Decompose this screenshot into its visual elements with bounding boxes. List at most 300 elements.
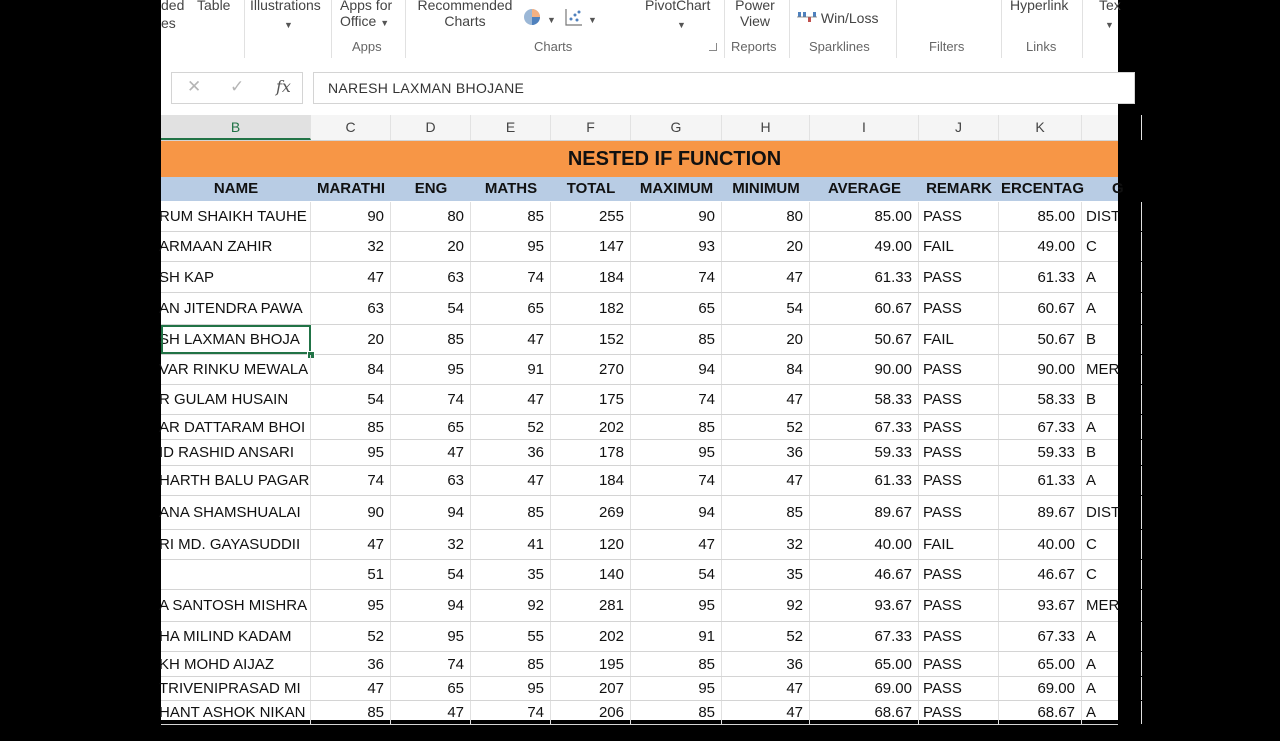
table-cell[interactable]: [311, 202, 391, 231]
table-cell[interactable]: [919, 232, 999, 261]
table-cell[interactable]: [919, 560, 999, 589]
table-cell[interactable]: [471, 560, 551, 589]
table-cell[interactable]: [311, 440, 391, 465]
name-cell[interactable]: [161, 677, 311, 700]
cell-value: PASS: [923, 268, 962, 286]
cell-value: 52: [786, 628, 803, 645]
pie-chart-icon[interactable]: [523, 7, 543, 32]
table-cell[interactable]: [391, 415, 471, 439]
table-cell[interactable]: [551, 262, 631, 292]
table-cell[interactable]: [391, 385, 471, 414]
dialog-launcher-icon[interactable]: [709, 43, 717, 51]
table-cell[interactable]: [1082, 530, 1142, 559]
table-cell[interactable]: [1082, 202, 1142, 231]
sparklines-group-label: Sparklines: [809, 39, 870, 54]
cell-value: 95: [527, 680, 544, 697]
cell-value: 91: [527, 361, 544, 378]
table-cell[interactable]: [551, 355, 631, 384]
table-cell[interactable]: [551, 496, 631, 529]
table-cell[interactable]: [999, 262, 1082, 292]
table-cell[interactable]: [919, 496, 999, 529]
name-cell[interactable]: [161, 622, 311, 651]
table-cell[interactable]: [1082, 325, 1142, 354]
table-cell[interactable]: [722, 466, 810, 495]
table-cell[interactable]: [471, 590, 551, 621]
table-cell[interactable]: [631, 293, 722, 324]
chevron-down-icon: ▼: [1105, 20, 1114, 30]
column-header-b[interactable]: B: [161, 115, 311, 140]
table-cell[interactable]: [999, 496, 1082, 529]
cell-value: 85.00: [874, 208, 912, 225]
view-label: View: [739, 13, 771, 29]
column-header-h[interactable]: H: [722, 115, 810, 140]
table-cell[interactable]: [391, 590, 471, 621]
table-cell[interactable]: [999, 590, 1082, 621]
cell-value: FAIL: [923, 536, 954, 553]
table-cell[interactable]: [551, 652, 631, 676]
table-cell[interactable]: [919, 466, 999, 495]
header-cell-marathi[interactable]: MARATHI: [316, 180, 386, 197]
table-cell[interactable]: [551, 701, 631, 724]
table-cell[interactable]: [311, 677, 391, 700]
table-cell[interactable]: [471, 293, 551, 324]
table-cell[interactable]: [471, 677, 551, 700]
table-cell[interactable]: [722, 385, 810, 414]
table-cell[interactable]: [311, 415, 391, 439]
table-cell[interactable]: [391, 262, 471, 292]
table-cell[interactable]: [722, 590, 810, 621]
name-cell[interactable]: [161, 590, 311, 621]
table-cell[interactable]: [631, 496, 722, 529]
table-cell[interactable]: [919, 385, 999, 414]
table-cell[interactable]: [631, 590, 722, 621]
table-cell[interactable]: [631, 262, 722, 292]
table-cell[interactable]: [471, 232, 551, 261]
column-header-g[interactable]: G: [631, 115, 722, 140]
table-cell[interactable]: [810, 560, 919, 589]
power-view-button[interactable]: [733, 0, 777, 30]
table-cell[interactable]: [391, 232, 471, 261]
table-cell[interactable]: [631, 385, 722, 414]
table-cell[interactable]: [311, 232, 391, 261]
table-cell[interactable]: [810, 262, 919, 292]
name-cell[interactable]: [161, 385, 311, 414]
table-cell[interactable]: [722, 496, 810, 529]
column-header-d[interactable]: D: [391, 115, 471, 140]
table-cell[interactable]: [631, 415, 722, 439]
table-cell[interactable]: [551, 232, 631, 261]
table-cell[interactable]: [919, 325, 999, 354]
table-cell[interactable]: [391, 530, 471, 559]
cell-value: 74: [447, 391, 464, 408]
table-row: [159, 202, 1121, 232]
table-cell[interactable]: [631, 325, 722, 354]
column-header-i[interactable]: I: [810, 115, 919, 140]
cancel-icon[interactable]: ✕: [187, 77, 202, 96]
table-cell[interactable]: [471, 530, 551, 559]
enter-icon[interactable]: ✓: [230, 77, 245, 96]
table-cell[interactable]: [311, 355, 391, 384]
header-cell-maximum[interactable]: MAXIMUM: [639, 180, 714, 197]
table-cell[interactable]: [631, 652, 722, 676]
table-cell[interactable]: [551, 415, 631, 439]
header-cell-total[interactable]: TOTAL: [566, 180, 616, 197]
table-cell[interactable]: [551, 622, 631, 651]
cell-value: PASS: [923, 418, 962, 436]
table-cell[interactable]: [999, 355, 1082, 384]
table-cell[interactable]: [919, 701, 999, 724]
tables-button-partial[interactable]: ded es: [161, 0, 185, 31]
table-cell[interactable]: [919, 590, 999, 621]
table-cell[interactable]: [999, 466, 1082, 495]
insert-function-icon[interactable]: fx: [276, 77, 291, 96]
worksheet-grid[interactable]: [159, 141, 1124, 741]
table-cell[interactable]: [919, 262, 999, 292]
table-cell[interactable]: [1082, 496, 1142, 529]
table-cell[interactable]: [810, 232, 919, 261]
table-cell[interactable]: [919, 202, 999, 231]
cell-value: 85: [367, 704, 384, 721]
table-cell[interactable]: [311, 262, 391, 292]
table-cell[interactable]: [999, 293, 1082, 324]
cell-value: 89.67: [1037, 504, 1075, 521]
name-cell[interactable]: [161, 232, 311, 261]
table-cell[interactable]: [810, 415, 919, 439]
table-cell[interactable]: [919, 622, 999, 651]
pivotchart-button[interactable]: PivotChart: [645, 0, 711, 13]
table-cell[interactable]: [919, 415, 999, 439]
table-cell[interactable]: [551, 202, 631, 231]
cell-value: 90.00: [1037, 361, 1075, 378]
table-cell[interactable]: [810, 677, 919, 700]
table-cell[interactable]: [999, 415, 1082, 439]
cell-value: 61.33: [1037, 268, 1075, 286]
table-cell[interactable]: [1082, 622, 1142, 651]
table-cell[interactable]: [631, 622, 722, 651]
table-cell[interactable]: [471, 496, 551, 529]
header-cell-average[interactable]: AVERAGE: [827, 180, 902, 197]
table-cell[interactable]: [919, 293, 999, 324]
name-cell[interactable]: [161, 496, 311, 529]
header-row[interactable]: [161, 177, 1124, 201]
table-cell[interactable]: [311, 622, 391, 651]
table-cell[interactable]: [311, 496, 391, 529]
table-cell[interactable]: [1082, 440, 1142, 465]
column-header-c[interactable]: C: [311, 115, 391, 140]
table-cell[interactable]: [722, 232, 810, 261]
table-cell[interactable]: [1082, 652, 1142, 676]
name-cell[interactable]: [161, 202, 311, 231]
table-cell[interactable]: [919, 652, 999, 676]
table-cell[interactable]: [391, 440, 471, 465]
table-cell[interactable]: [471, 440, 551, 465]
winloss-button[interactable]: [797, 9, 878, 28]
table-cell[interactable]: [722, 293, 810, 324]
table-cell[interactable]: [1082, 466, 1142, 495]
table-cell[interactable]: [722, 415, 810, 439]
cell-value: ARMAAN ZAHIR: [159, 238, 273, 255]
table-cell[interactable]: [919, 355, 999, 384]
table-cell[interactable]: [631, 560, 722, 589]
cell-value: 94: [698, 504, 715, 521]
cell-value: 67.33: [874, 628, 912, 645]
table-cell[interactable]: [311, 293, 391, 324]
table-cell[interactable]: [1082, 385, 1142, 414]
table-cell[interactable]: [391, 622, 471, 651]
table-cell[interactable]: [999, 232, 1082, 261]
table-cell[interactable]: [631, 466, 722, 495]
illustrations-button[interactable]: Illustrations: [250, 0, 321, 13]
cell-value: MER: [1086, 361, 1120, 378]
text-button-partial[interactable]: Tex: [1099, 0, 1121, 13]
table-cell[interactable]: [810, 355, 919, 384]
table-cell[interactable]: [311, 590, 391, 621]
cell-value: 85: [698, 331, 715, 348]
header-cell-remark[interactable]: REMARK: [926, 180, 992, 197]
table-cell[interactable]: [551, 293, 631, 324]
table-cell[interactable]: [999, 385, 1082, 414]
header-cell-name[interactable]: NAME: [213, 180, 259, 197]
scatter-chart-icon[interactable]: [564, 7, 584, 32]
table-cell[interactable]: [810, 385, 919, 414]
table-cell[interactable]: [722, 622, 810, 651]
table-row: [161, 622, 1118, 652]
table-cell[interactable]: [810, 701, 919, 724]
name-cell[interactable]: [161, 466, 311, 495]
table-cell[interactable]: [631, 202, 722, 231]
table-cell[interactable]: [999, 622, 1082, 651]
table-cell[interactable]: [471, 325, 551, 354]
table-cell[interactable]: [722, 262, 810, 292]
table-cell[interactable]: [391, 701, 471, 724]
table-cell[interactable]: [311, 385, 391, 414]
cell-value: 65: [698, 300, 715, 317]
table-cell[interactable]: [631, 530, 722, 559]
table-cell[interactable]: [1082, 415, 1142, 439]
table-cell[interactable]: [551, 440, 631, 465]
table-cell[interactable]: [1082, 701, 1142, 724]
table-cell[interactable]: [722, 440, 810, 465]
table-cell[interactable]: [919, 677, 999, 700]
apps-for-office-button[interactable]: [340, 0, 392, 32]
name-cell[interactable]: [161, 652, 311, 676]
header-cell-g[interactable]: G: [1112, 180, 1124, 197]
table-cell[interactable]: [722, 701, 810, 724]
table-cell[interactable]: [391, 293, 471, 324]
cell-value: 49.00: [874, 238, 912, 255]
cell-value: 65: [447, 418, 464, 436]
table-cell[interactable]: [311, 560, 391, 589]
table-cell[interactable]: [810, 496, 919, 529]
cell-value: 59.33: [874, 444, 912, 461]
table-cell[interactable]: [999, 652, 1082, 676]
column-header-j[interactable]: J: [919, 115, 999, 140]
name-cell[interactable]: [161, 560, 311, 589]
cell-value: 120: [598, 536, 624, 553]
table-cell[interactable]: [391, 202, 471, 231]
table-cell[interactable]: [471, 415, 551, 439]
table-cell[interactable]: [631, 355, 722, 384]
hyperlink-button[interactable]: Hyperlink: [1010, 0, 1069, 13]
table-cell[interactable]: [722, 202, 810, 231]
cell-value: SH LAXMAN BHOJA: [159, 331, 300, 348]
table-cell[interactable]: [1082, 677, 1142, 700]
recommended-charts-button[interactable]: [413, 0, 517, 30]
table-cell[interactable]: [551, 325, 631, 354]
table-cell[interactable]: [631, 232, 722, 261]
cell-value: A: [1086, 268, 1097, 286]
cell-value: 47: [698, 536, 715, 553]
name-cell[interactable]: [161, 293, 311, 324]
table-cell[interactable]: [551, 590, 631, 621]
table-cell[interactable]: [810, 202, 919, 231]
cell-value: 184: [598, 472, 624, 489]
table-cell[interactable]: [551, 677, 631, 700]
name-cell[interactable]: [161, 701, 311, 724]
header-cell-ercentag[interactable]: ERCENTAG: [1001, 180, 1085, 197]
table-cell[interactable]: [391, 560, 471, 589]
table-cell[interactable]: [391, 652, 471, 676]
table-cell[interactable]: [631, 440, 722, 465]
table-cell[interactable]: [471, 652, 551, 676]
table-cell[interactable]: [1082, 590, 1142, 621]
table-cell[interactable]: [391, 677, 471, 700]
formula-input[interactable]: [313, 72, 1135, 104]
title-row[interactable]: [161, 141, 1118, 177]
table-cell[interactable]: [391, 496, 471, 529]
table-cell[interactable]: [722, 530, 810, 559]
table-cell[interactable]: [391, 466, 471, 495]
header-cell-minimum[interactable]: MINIMUM: [732, 180, 800, 197]
table-cell[interactable]: [999, 202, 1082, 231]
formula-value: NARESH LAXMAN BHOJANE: [328, 80, 525, 96]
table-row: [161, 652, 1118, 677]
table-cell[interactable]: [471, 355, 551, 384]
name-cell[interactable]: [161, 355, 311, 384]
cell-value: 90: [367, 208, 384, 225]
table-cell[interactable]: [1082, 355, 1142, 384]
table-cell[interactable]: [1082, 262, 1142, 292]
table-cell[interactable]: [551, 560, 631, 589]
table-cell[interactable]: [919, 530, 999, 559]
table-cell[interactable]: [810, 652, 919, 676]
table-cell[interactable]: [471, 385, 551, 414]
table-cell[interactable]: [631, 677, 722, 700]
cell-value: 58.33: [1037, 391, 1075, 408]
table-cell[interactable]: [551, 466, 631, 495]
cell-value: 202: [598, 628, 624, 645]
name-cell[interactable]: [161, 415, 311, 439]
table-cell[interactable]: [919, 440, 999, 465]
table-cell[interactable]: [1082, 232, 1142, 261]
table-cell[interactable]: [471, 622, 551, 651]
table-cell[interactable]: [551, 530, 631, 559]
table-cell[interactable]: [810, 622, 919, 651]
name-cell[interactable]: [161, 440, 311, 465]
cell-value: 32: [447, 536, 464, 553]
selected-cell[interactable]: [161, 325, 311, 354]
cell-value: 32: [367, 238, 384, 255]
table-cell[interactable]: [999, 530, 1082, 559]
column-header-k[interactable]: K: [999, 115, 1082, 140]
table-cell[interactable]: [631, 701, 722, 724]
table-cell[interactable]: [311, 701, 391, 724]
charts-label: Charts: [444, 13, 486, 29]
cell-value: 69.00: [874, 680, 912, 697]
cell-value: 74: [698, 268, 715, 286]
cell-value: 95: [698, 444, 715, 461]
cell-value: A: [1086, 704, 1097, 721]
table-cell[interactable]: [311, 530, 391, 559]
cell-value: C: [1086, 566, 1097, 583]
column-header-f[interactable]: F: [551, 115, 631, 140]
table-cell[interactable]: [1082, 293, 1142, 324]
table-cell[interactable]: [1082, 560, 1142, 589]
formula-bar: [161, 60, 1118, 115]
header-cell-eng[interactable]: ENG: [414, 180, 448, 197]
table-cell[interactable]: [551, 385, 631, 414]
table-cell[interactable]: [311, 466, 391, 495]
table-cell[interactable]: [999, 677, 1082, 700]
name-cell[interactable]: [161, 262, 311, 292]
table-cell[interactable]: [722, 355, 810, 384]
table-cell[interactable]: [471, 701, 551, 724]
table-cell[interactable]: [391, 355, 471, 384]
table-cell[interactable]: [810, 440, 919, 465]
table-cell[interactable]: [311, 652, 391, 676]
table-cell[interactable]: [722, 325, 810, 354]
table-cell[interactable]: [810, 293, 919, 324]
cell-value: A: [1086, 472, 1097, 489]
column-header-e[interactable]: E: [471, 115, 551, 140]
cell-value: 89.67: [874, 504, 912, 521]
table-cell[interactable]: [722, 652, 810, 676]
cell-value: 182: [598, 300, 624, 317]
table-cell[interactable]: [471, 466, 551, 495]
cell-value: 206: [598, 704, 624, 721]
cell-value: 35: [786, 566, 803, 583]
cell-value: 68.67: [874, 704, 912, 721]
column-header-next[interactable]: [1082, 115, 1142, 140]
table-cell[interactable]: [999, 440, 1082, 465]
table-cell[interactable]: [810, 325, 919, 354]
cell-value: PASS: [923, 655, 962, 673]
table-cell[interactable]: [391, 325, 471, 354]
table-cell[interactable]: [810, 530, 919, 559]
table-cell[interactable]: [810, 466, 919, 495]
table-cell[interactable]: [810, 590, 919, 621]
sheet-title: NESTED IF FUNCTION: [567, 148, 782, 170]
cell-value: 52: [786, 418, 803, 436]
table-cell[interactable]: [311, 325, 391, 354]
table-cell[interactable]: [999, 560, 1082, 589]
table-cell[interactable]: [999, 325, 1082, 354]
cell-value: A: [1086, 418, 1097, 436]
cell-value: 65.00: [874, 655, 912, 673]
table-button[interactable]: Table: [197, 0, 231, 13]
table-cell[interactable]: [722, 677, 810, 700]
table-cell[interactable]: [471, 202, 551, 231]
header-cell-maths[interactable]: MATHS: [484, 180, 538, 197]
cell-value: 94: [447, 597, 464, 614]
table-cell[interactable]: [999, 701, 1082, 724]
cell-value: 68.67: [1037, 704, 1075, 721]
cell-value: A: [1086, 680, 1097, 697]
cell-value: 20: [786, 238, 803, 255]
table-cell[interactable]: [722, 560, 810, 589]
table-cell[interactable]: [471, 262, 551, 292]
name-cell[interactable]: [161, 530, 311, 559]
